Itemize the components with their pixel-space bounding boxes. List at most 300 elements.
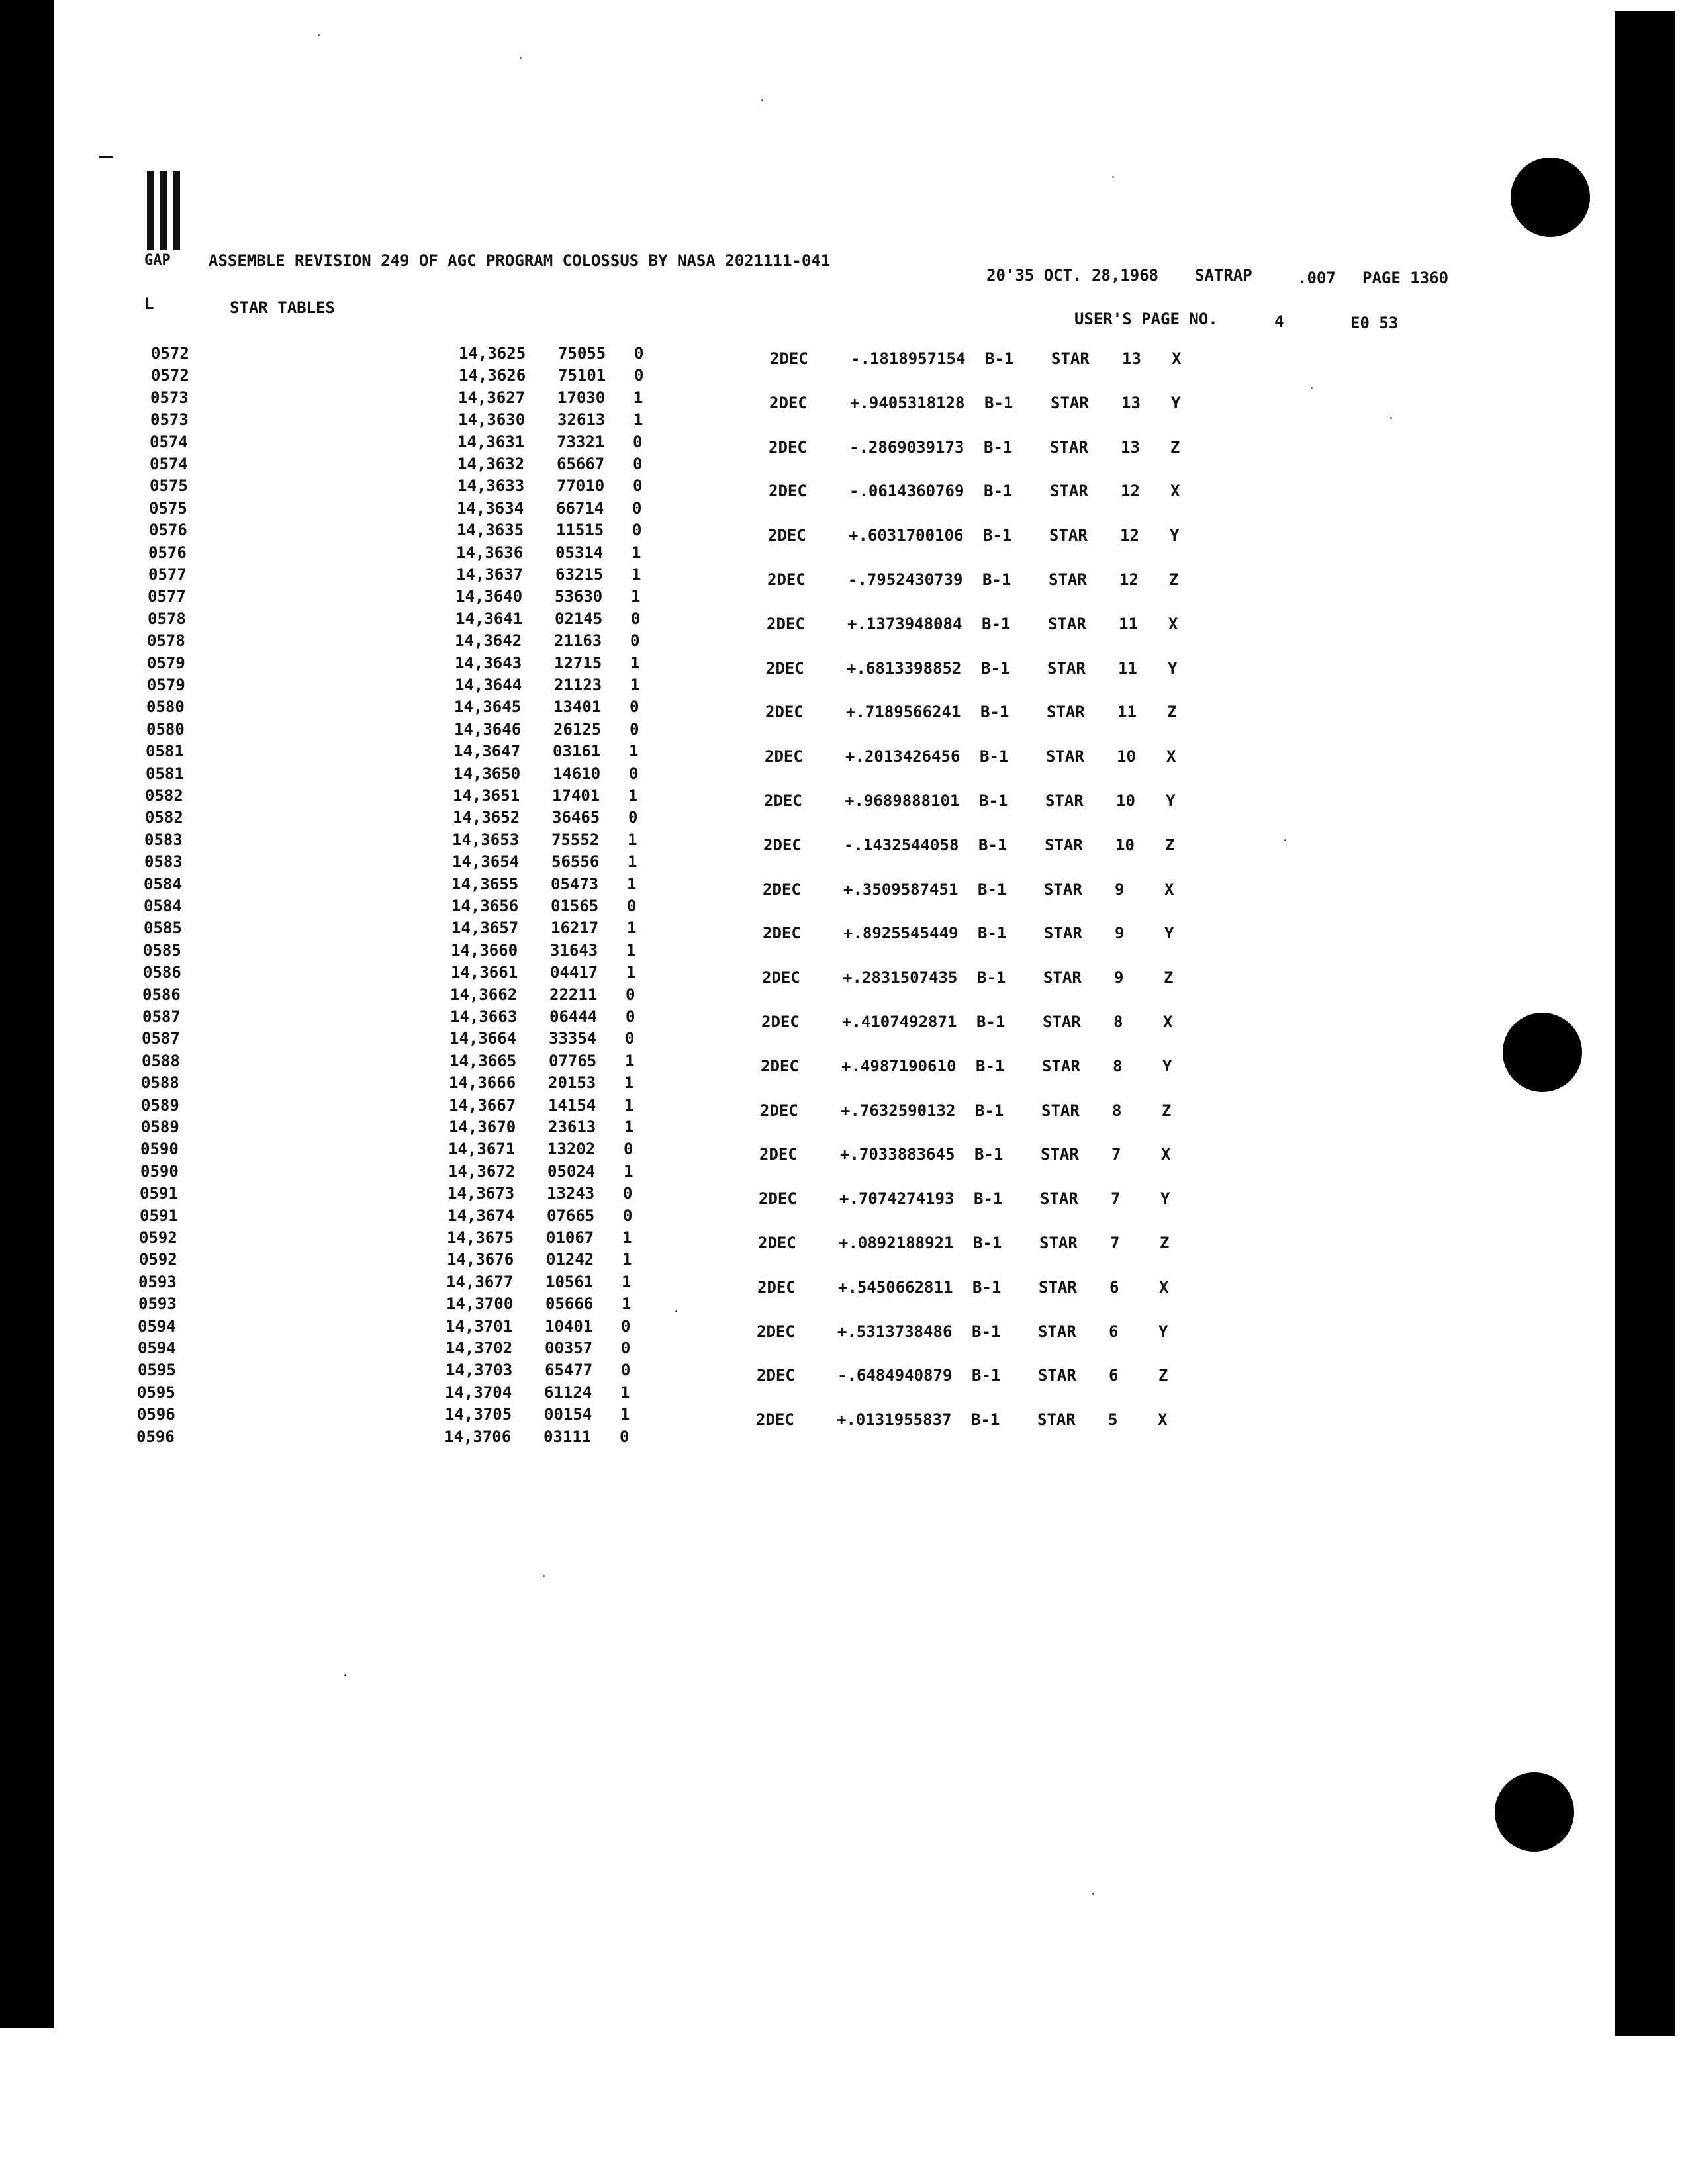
parity-bit: 1 bbox=[627, 919, 637, 937]
axis: Z bbox=[1158, 1366, 1168, 1385]
line-number: 0574 bbox=[150, 455, 188, 473]
parity-bit: 1 bbox=[624, 1073, 634, 1092]
star-label: STAR bbox=[1037, 1410, 1076, 1429]
line-number: 0587 bbox=[142, 1007, 181, 1026]
parity-bit: 0 bbox=[626, 985, 635, 1004]
line-number: 0594 bbox=[138, 1317, 176, 1336]
line-number: 0595 bbox=[138, 1361, 176, 1379]
octal-word: 00357 bbox=[545, 1339, 593, 1357]
axis: X bbox=[1164, 880, 1174, 899]
parity-bit: 1 bbox=[622, 1273, 632, 1291]
line-number: 0578 bbox=[147, 631, 185, 650]
star-label: STAR bbox=[1043, 968, 1082, 987]
address: 14,3661 bbox=[451, 963, 518, 981]
line-number: 0583 bbox=[144, 852, 183, 871]
axis: X bbox=[1161, 1145, 1171, 1163]
octal-word: 05473 bbox=[551, 875, 599, 893]
opcode: 2DEC bbox=[757, 1278, 796, 1297]
line-number: 0572 bbox=[151, 344, 189, 363]
punch-hole bbox=[1495, 1772, 1574, 1852]
opcode: 2DEC bbox=[765, 747, 803, 766]
octal-word: 75055 bbox=[558, 344, 606, 363]
constant-value: +.7189566241 bbox=[846, 703, 961, 721]
address: 14,3640 bbox=[455, 587, 523, 606]
opcode: 2DEC bbox=[761, 1013, 800, 1031]
octal-word: 17401 bbox=[552, 786, 600, 805]
address: 14,3630 bbox=[458, 410, 526, 429]
line-number: 0572 bbox=[151, 366, 189, 385]
parity-bit: 0 bbox=[621, 1339, 631, 1357]
line-number: 0587 bbox=[142, 1029, 180, 1048]
margin-mark bbox=[99, 156, 113, 158]
star-number: 6 bbox=[1109, 1278, 1119, 1297]
octal-word: 36465 bbox=[552, 808, 600, 827]
opcode: 2DEC bbox=[769, 482, 807, 500]
star-number: 12 bbox=[1120, 526, 1139, 545]
constant-value: +.0892188921 bbox=[839, 1234, 954, 1252]
line-number: 0573 bbox=[150, 388, 189, 407]
line-number: 0582 bbox=[145, 786, 183, 805]
scale-factor: B-1 bbox=[984, 438, 1013, 457]
parity-bit: 1 bbox=[628, 786, 638, 805]
octal-word: 10561 bbox=[545, 1273, 594, 1291]
header-ref: E0 53 bbox=[1350, 314, 1399, 332]
opcode: 2DEC bbox=[770, 349, 808, 368]
constant-value: +.4987190610 bbox=[841, 1057, 957, 1075]
octal-word: 07665 bbox=[547, 1206, 595, 1225]
scale-factor: B-1 bbox=[972, 1322, 1001, 1341]
star-label: STAR bbox=[1048, 615, 1086, 633]
octal-word: 53630 bbox=[555, 587, 603, 606]
line-number: 0581 bbox=[146, 764, 184, 783]
parity-bit: 1 bbox=[622, 1295, 632, 1313]
parity-bit: 1 bbox=[622, 1250, 632, 1269]
parity-bit: 1 bbox=[633, 410, 643, 429]
line-number: 0579 bbox=[147, 654, 185, 672]
star-number: 6 bbox=[1109, 1322, 1119, 1341]
constant-value: -.1432544058 bbox=[844, 836, 959, 854]
address: 14,3627 bbox=[458, 388, 526, 407]
star-label: STAR bbox=[1046, 747, 1084, 766]
star-label: STAR bbox=[1042, 1057, 1080, 1075]
parity-bit: 1 bbox=[625, 1052, 635, 1070]
opcode: 2DEC bbox=[759, 1145, 798, 1163]
address: 14,3671 bbox=[448, 1140, 516, 1158]
opcode: 2DEC bbox=[767, 615, 805, 633]
address: 14,3645 bbox=[454, 698, 522, 716]
octal-word: 14154 bbox=[548, 1096, 596, 1115]
parity-bit: 0 bbox=[634, 344, 644, 363]
parity-bit: 1 bbox=[630, 654, 640, 672]
scale-factor: B-1 bbox=[972, 1366, 1001, 1385]
scale-factor: B-1 bbox=[980, 703, 1009, 721]
line-number: 0581 bbox=[146, 742, 184, 760]
line-number: 0582 bbox=[145, 808, 183, 827]
axis: Y bbox=[1166, 792, 1176, 810]
octal-word: 13202 bbox=[547, 1140, 596, 1158]
punch-hole bbox=[1511, 158, 1590, 237]
parity-bit: 0 bbox=[620, 1428, 630, 1446]
scale-factor: B-1 bbox=[974, 1189, 1003, 1208]
address: 14,3662 bbox=[450, 985, 518, 1004]
line-number: 0588 bbox=[142, 1052, 180, 1070]
star-label: STAR bbox=[1047, 703, 1085, 721]
line-number: 0594 bbox=[138, 1339, 176, 1357]
line-number: 0583 bbox=[144, 831, 183, 849]
line-number: 0574 bbox=[150, 433, 188, 451]
scale-factor: B-1 bbox=[980, 747, 1009, 766]
address: 14,3643 bbox=[455, 654, 522, 672]
octal-word: 63215 bbox=[555, 565, 604, 584]
line-number: 0576 bbox=[148, 543, 187, 562]
scale-factor: B-1 bbox=[972, 1278, 1002, 1297]
address: 14,3654 bbox=[452, 852, 520, 871]
parity-bit: 0 bbox=[625, 1029, 635, 1048]
octal-word: 00154 bbox=[544, 1405, 592, 1424]
octal-word: 14610 bbox=[553, 764, 601, 783]
axis: Z bbox=[1165, 836, 1175, 854]
parity-bit: 1 bbox=[632, 543, 641, 562]
star-number: 11 bbox=[1117, 703, 1137, 721]
opcode: 2DEC bbox=[759, 1189, 797, 1208]
axis: Y bbox=[1170, 526, 1180, 545]
constant-value: +.1373948084 bbox=[847, 615, 962, 633]
axis: X bbox=[1166, 747, 1176, 766]
scale-factor: B-1 bbox=[976, 1057, 1005, 1075]
parity-bit: 0 bbox=[631, 610, 641, 628]
star-number: 10 bbox=[1115, 836, 1135, 854]
star-label: STAR bbox=[1044, 924, 1082, 942]
header-version: .007 bbox=[1297, 269, 1336, 287]
star-number: 8 bbox=[1112, 1101, 1122, 1120]
constant-value: +.0131955837 bbox=[837, 1410, 952, 1429]
parity-bit: 1 bbox=[629, 742, 639, 760]
scale-factor: B-1 bbox=[983, 526, 1012, 545]
scale-factor: B-1 bbox=[976, 1013, 1006, 1031]
scale-factor: B-1 bbox=[978, 880, 1007, 899]
parity-bit: 0 bbox=[633, 477, 643, 495]
star-label: STAR bbox=[1041, 1101, 1080, 1120]
star-number: 13 bbox=[1122, 349, 1141, 368]
parity-bit: 1 bbox=[622, 1228, 632, 1247]
scale-factor: B-1 bbox=[985, 349, 1014, 368]
address: 14,3626 bbox=[459, 366, 526, 385]
axis: X bbox=[1158, 1410, 1168, 1429]
constant-value: +.3509587451 bbox=[843, 880, 959, 899]
parity-bit: 0 bbox=[626, 1007, 635, 1026]
address: 14,3664 bbox=[449, 1029, 517, 1048]
address: 14,3700 bbox=[446, 1295, 514, 1313]
axis: X bbox=[1170, 482, 1180, 500]
star-label: STAR bbox=[1051, 349, 1090, 368]
address: 14,3636 bbox=[456, 543, 524, 562]
parity-bit: 1 bbox=[630, 676, 640, 694]
parity-bit: 0 bbox=[632, 499, 642, 518]
axis: Y bbox=[1171, 394, 1181, 412]
parity-bit: 0 bbox=[632, 521, 642, 539]
address: 14,3635 bbox=[457, 521, 524, 539]
parity-bit: 1 bbox=[633, 388, 643, 407]
scan-border-left bbox=[0, 0, 54, 2028]
octal-word: 21123 bbox=[554, 676, 602, 694]
line-number: 0590 bbox=[140, 1140, 179, 1158]
constant-value: +.8925545449 bbox=[843, 924, 959, 942]
address: 14,3653 bbox=[452, 831, 520, 849]
scale-factor: B-1 bbox=[978, 924, 1007, 942]
opcode: 2DEC bbox=[769, 438, 807, 457]
octal-word: 11515 bbox=[556, 521, 604, 539]
address: 14,3706 bbox=[444, 1428, 512, 1446]
line-number: 0580 bbox=[146, 720, 185, 739]
opcode: 2DEC bbox=[758, 1234, 796, 1252]
parity-bit: 0 bbox=[630, 720, 639, 739]
constant-value: +.7033883645 bbox=[840, 1145, 955, 1163]
line-number: 0596 bbox=[136, 1428, 175, 1446]
line-number: 0588 bbox=[141, 1073, 179, 1092]
octal-word: 12715 bbox=[554, 654, 602, 672]
octal-word: 31643 bbox=[550, 941, 598, 960]
header-satrap: SATRAP bbox=[1195, 266, 1252, 285]
line-number: 0593 bbox=[138, 1295, 177, 1313]
scale-factor: B-1 bbox=[971, 1410, 1000, 1429]
address: 14,3670 bbox=[449, 1118, 516, 1136]
address: 14,3625 bbox=[459, 344, 526, 363]
octal-word: 03161 bbox=[553, 742, 601, 760]
constant-value: +.7074274193 bbox=[839, 1189, 955, 1208]
line-number: 0573 bbox=[150, 410, 189, 429]
opcode: 2DEC bbox=[768, 526, 806, 545]
opcode: 2DEC bbox=[764, 792, 802, 810]
octal-word: 05666 bbox=[545, 1295, 594, 1313]
star-number: 13 bbox=[1121, 438, 1140, 457]
line-number: 0575 bbox=[150, 477, 188, 495]
line-number: 0584 bbox=[144, 875, 182, 893]
user-page-number: 4 bbox=[1274, 312, 1284, 331]
address: 14,3656 bbox=[451, 897, 519, 915]
star-number: 7 bbox=[1111, 1145, 1121, 1163]
axis: Y bbox=[1168, 659, 1178, 678]
line-number: 0596 bbox=[137, 1405, 175, 1424]
octal-word: 02145 bbox=[555, 610, 603, 628]
constant-value: +.5450662811 bbox=[838, 1278, 953, 1297]
scale-factor: B-1 bbox=[978, 836, 1008, 854]
address: 14,3676 bbox=[447, 1250, 514, 1269]
constant-value: -.7952430739 bbox=[848, 570, 963, 589]
octal-word: 22211 bbox=[549, 985, 598, 1004]
star-label: STAR bbox=[1051, 394, 1089, 412]
opcode: 2DEC bbox=[767, 570, 806, 589]
address: 14,3703 bbox=[445, 1361, 513, 1379]
octal-word: 03111 bbox=[543, 1428, 592, 1446]
address: 14,3647 bbox=[453, 742, 521, 760]
octal-word: 17030 bbox=[557, 388, 606, 407]
line-number: 0585 bbox=[144, 919, 182, 937]
octal-word: 13401 bbox=[553, 698, 602, 716]
scale-factor: B-1 bbox=[974, 1145, 1004, 1163]
axis: X bbox=[1172, 349, 1182, 368]
star-label: STAR bbox=[1044, 880, 1082, 899]
octal-word: 73321 bbox=[557, 433, 605, 451]
octal-word: 05024 bbox=[547, 1162, 596, 1181]
parity-bit: 0 bbox=[621, 1361, 631, 1379]
constant-value: +.5313738486 bbox=[837, 1322, 953, 1341]
line-number: 0584 bbox=[144, 897, 182, 915]
axis: Z bbox=[1164, 968, 1174, 987]
header-page: PAGE 1360 bbox=[1362, 269, 1449, 287]
star-number: 9 bbox=[1114, 968, 1124, 987]
opcode: 2DEC bbox=[765, 703, 804, 721]
parity-bit: 1 bbox=[624, 1096, 634, 1115]
constant-value: +.7632590132 bbox=[841, 1101, 956, 1120]
star-label: STAR bbox=[1050, 482, 1088, 500]
scale-factor: B-1 bbox=[984, 394, 1013, 412]
octal-word: 10401 bbox=[545, 1317, 593, 1336]
star-number: 10 bbox=[1117, 747, 1136, 766]
address: 14,3704 bbox=[445, 1383, 512, 1402]
octal-word: 01067 bbox=[546, 1228, 594, 1247]
line-number: 0590 bbox=[140, 1162, 179, 1181]
address: 14,3702 bbox=[445, 1339, 513, 1357]
constant-value: +.2013426456 bbox=[845, 747, 961, 766]
octal-word: 21163 bbox=[554, 631, 602, 650]
line-number: 0591 bbox=[140, 1206, 178, 1225]
parity-bit: 0 bbox=[623, 1184, 633, 1203]
octal-word: 04417 bbox=[550, 963, 598, 981]
header-tag: GAP bbox=[144, 252, 171, 269]
scale-factor: B-1 bbox=[975, 1101, 1004, 1120]
constant-value: +.6031700106 bbox=[849, 526, 964, 545]
address: 14,3652 bbox=[453, 808, 520, 827]
parity-bit: 0 bbox=[634, 366, 644, 385]
octal-word: 65667 bbox=[557, 455, 605, 473]
star-label: STAR bbox=[1043, 1013, 1081, 1031]
parity-bit: 1 bbox=[626, 963, 636, 981]
octal-word: 16217 bbox=[551, 919, 599, 937]
address: 14,3665 bbox=[449, 1052, 517, 1070]
parity-bit: 0 bbox=[630, 631, 640, 650]
parity-bit: 0 bbox=[633, 455, 643, 473]
line-number: 0593 bbox=[138, 1273, 177, 1291]
star-label: STAR bbox=[1039, 1278, 1077, 1297]
star-number: 10 bbox=[1116, 792, 1135, 810]
address: 14,3650 bbox=[453, 764, 521, 783]
line-number: 0589 bbox=[141, 1118, 179, 1136]
axis: X bbox=[1159, 1278, 1169, 1297]
parity-bit: 1 bbox=[626, 941, 636, 960]
opcode: 2DEC bbox=[766, 659, 804, 678]
axis: X bbox=[1168, 615, 1178, 633]
star-number: 12 bbox=[1121, 482, 1140, 500]
header-date: 20'35 OCT. 28,1968 bbox=[986, 266, 1159, 285]
star-number: 8 bbox=[1113, 1013, 1123, 1031]
scale-factor: B-1 bbox=[979, 792, 1008, 810]
parity-bit: 1 bbox=[620, 1405, 630, 1424]
address: 14,3634 bbox=[457, 499, 524, 518]
parity-bit: 0 bbox=[628, 808, 638, 827]
axis: Y bbox=[1164, 924, 1174, 942]
axis: Z bbox=[1160, 1234, 1170, 1252]
parity-bit: 0 bbox=[623, 1206, 633, 1225]
star-number: 7 bbox=[1110, 1234, 1120, 1252]
octal-word: 26125 bbox=[553, 720, 602, 739]
parity-bit: 0 bbox=[630, 698, 639, 716]
parity-bit: 0 bbox=[621, 1317, 631, 1336]
axis: Z bbox=[1169, 570, 1179, 589]
axis: Z bbox=[1162, 1101, 1172, 1120]
line-number: 0586 bbox=[142, 985, 181, 1004]
octal-word: 07765 bbox=[549, 1052, 597, 1070]
star-label: STAR bbox=[1039, 1234, 1078, 1252]
line-number: 0592 bbox=[139, 1250, 177, 1269]
punch-hole bbox=[1503, 1013, 1582, 1092]
scale-factor: B-1 bbox=[973, 1234, 1002, 1252]
parity-bit: 1 bbox=[624, 1118, 634, 1136]
star-number: 5 bbox=[1108, 1410, 1118, 1429]
parity-bit: 0 bbox=[633, 433, 643, 451]
axis: Y bbox=[1160, 1189, 1170, 1208]
address: 14,3632 bbox=[457, 455, 525, 473]
octal-word: 32613 bbox=[557, 410, 606, 429]
address: 14,3660 bbox=[451, 941, 518, 960]
line-number: 0575 bbox=[149, 499, 187, 518]
address: 14,3677 bbox=[446, 1273, 514, 1291]
octal-word: 01565 bbox=[551, 897, 599, 915]
octal-word: 77010 bbox=[557, 477, 605, 495]
opcode: 2DEC bbox=[761, 1057, 799, 1075]
address: 14,3633 bbox=[457, 477, 525, 495]
address: 14,3631 bbox=[457, 433, 525, 451]
star-number: 12 bbox=[1119, 570, 1139, 589]
octal-word: 66714 bbox=[556, 499, 604, 518]
star-label: STAR bbox=[1049, 570, 1087, 589]
parity-bit: 0 bbox=[624, 1140, 633, 1158]
octal-word: 33354 bbox=[549, 1029, 597, 1048]
line-number: 0589 bbox=[141, 1096, 179, 1115]
opcode: 2DEC bbox=[763, 924, 801, 942]
star-label: STAR bbox=[1050, 438, 1088, 457]
octal-word: 20153 bbox=[548, 1073, 596, 1092]
opcode: 2DEC bbox=[760, 1101, 798, 1120]
address: 14,3672 bbox=[448, 1162, 516, 1181]
constant-value: +.9689888101 bbox=[845, 792, 960, 810]
address: 14,3651 bbox=[453, 786, 520, 805]
star-number: 11 bbox=[1118, 659, 1137, 678]
star-label: STAR bbox=[1038, 1322, 1076, 1341]
section-title: STAR TABLES bbox=[230, 298, 335, 317]
header-title: ASSEMBLE REVISION 249 OF AGC PROGRAM COLOSSUS BY NASA 2021111-041 bbox=[209, 251, 831, 270]
star-label: STAR bbox=[1045, 836, 1083, 854]
address: 14,3701 bbox=[445, 1317, 513, 1336]
scale-factor: B-1 bbox=[984, 482, 1013, 500]
parity-bit: 0 bbox=[627, 897, 637, 915]
octal-word: 65477 bbox=[545, 1361, 593, 1379]
address: 14,3642 bbox=[455, 631, 522, 650]
opcode: 2DEC bbox=[763, 880, 801, 899]
constant-value: +.4107492871 bbox=[842, 1013, 957, 1031]
line-number: 0585 bbox=[143, 941, 181, 960]
line-number: 0576 bbox=[149, 521, 187, 539]
scale-factor: B-1 bbox=[982, 570, 1011, 589]
axis: Y bbox=[1158, 1322, 1168, 1341]
line-number: 0577 bbox=[148, 565, 187, 584]
star-label: STAR bbox=[1038, 1366, 1076, 1385]
star-number: 11 bbox=[1119, 615, 1138, 633]
address: 14,3675 bbox=[447, 1228, 514, 1247]
opcode: 2DEC bbox=[757, 1366, 795, 1385]
star-number: 9 bbox=[1115, 880, 1125, 899]
opcode: 2DEC bbox=[763, 836, 802, 854]
parity-bit: 1 bbox=[628, 852, 637, 871]
